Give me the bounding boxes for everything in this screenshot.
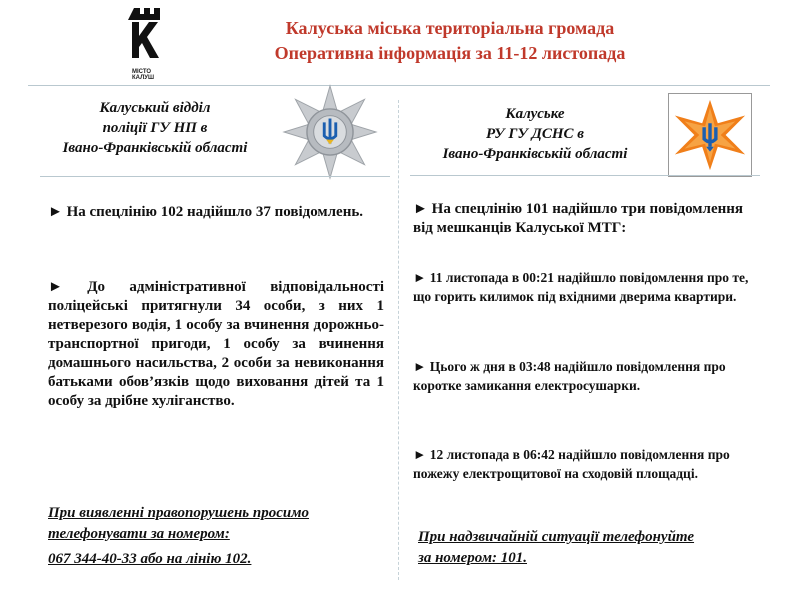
dsns-contact <box>418 527 763 569</box>
dsns-contact-text: При надзвичайній ситуації телефонуйте <box>418 529 695 545</box>
page-title <box>180 16 720 66</box>
police-offenses-paragraph: ► До адміністративної відповідальності поліцейські притягнули 34 особи, з них 1 нетверезого водія, 1 особу за вчинення дорожньо-транспортної пригоди, 1 особу за вчинення домашнього насильства, 2 особи за невиконання батьками обов’язків щодо виховання дітей та 1 особу за дрібне хуліганство. <box>48 279 384 409</box>
dsns-cross-emblem-icon <box>669 94 751 176</box>
police-star-emblem-icon <box>282 84 378 180</box>
dsns-incident-item: ► 12 листопада в 06:42 надійшло повідомлення про пожежу електрощитової на сходовій площадці. <box>413 447 730 481</box>
police-contact <box>48 503 393 570</box>
police-header-underline <box>40 176 390 177</box>
column-divider <box>398 100 399 580</box>
dsns-department-name: Калуське РУ ГУ ДСНС в Івано-Франківській області <box>442 106 628 162</box>
logo-caption: МІСТО КАЛУШ <box>132 69 155 81</box>
police-department-name: Калуський відділ поліції ГУ НП в Івано-Франківській області <box>62 100 248 156</box>
police-contact-text: При виявленні правопорушень просимо телефонувати за номером: <box>48 505 310 542</box>
police-contact-phone: 067 344-40-33 або на лінію 102. <box>48 551 252 567</box>
dsns-calls-paragraph: ► На спецлінію 101 надійшло три повідомлення від мешканців Калуської МТГ: <box>413 201 743 236</box>
police-calls-paragraph: ► На спецлінію 102 надійшло 37 повідомлень. <box>48 204 364 220</box>
kalush-city-logo <box>128 8 162 78</box>
header-divider <box>28 85 770 86</box>
dsns-contact-phone: за номером: 101. <box>418 550 527 566</box>
dsns-header-underline <box>410 175 760 176</box>
title-line-2: Оперативна інформація за 11-12 листопада <box>274 43 626 63</box>
dsns-incident-item: ► 11 листопада в 00:21 надійшло повідомлення про те, що горить килимок під вхідними дверима квартири. <box>413 270 749 304</box>
dsns-emblem-frame <box>668 93 752 177</box>
title-line-1: Калуська міська територіальна громада <box>285 18 615 38</box>
dsns-incident-item: ► Цього ж дня в 03:48 надійшло повідомлення про коротке замикання електросушарки. <box>413 359 726 393</box>
